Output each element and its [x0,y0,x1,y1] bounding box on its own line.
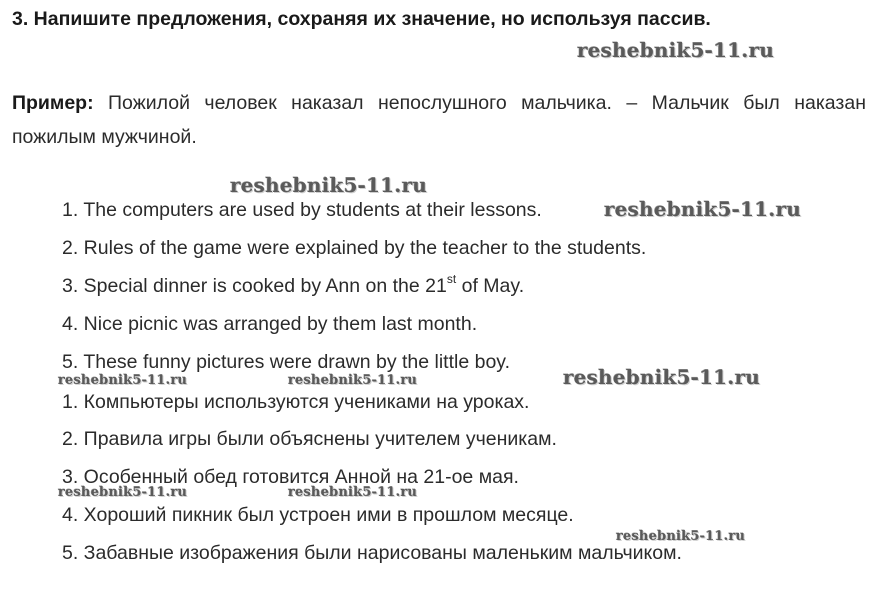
watermark: reshebnik5-11.ru [288,485,418,500]
english-answer-4: 4. Nice picnic was arranged by them last month. [62,313,478,335]
watermark: reshebnik5-11.ru [230,173,428,197]
english-answer-1: 1. The computers are used by students at their lessons. [62,199,542,221]
english-answer-3-end: of May. [456,275,525,297]
watermark: reshebnik5-11.ru [58,373,188,388]
english-answer-5: 5. These funny pictures were drawn by the little boy. [62,351,511,373]
russian-translation-3: 3. Особенный обед готовится Анной на 21-ое мая. [62,466,519,488]
english-answer-2: 2. Rules of the game were explained by the teacher to the students. [62,237,647,259]
watermark: reshebnik5-11.ru [563,365,761,389]
russian-translation-2: 2. Правила игры были объяснены учителем ученикам. [62,428,557,450]
russian-translation-5: 5. Забавные изображения были нарисованы маленьким мальчиком. [62,542,682,564]
task-heading: 3. Напишите предложения, сохраняя их значение, но используя пассив. [12,8,711,30]
watermark: reshebnik5-11.ru [604,197,802,221]
english-answer-3 [62,272,525,298]
watermark: reshebnik5-11.ru [58,485,188,500]
watermark: reshebnik5-11.ru [577,38,775,62]
example-paragraph [12,86,866,154]
watermark: reshebnik5-11.ru [288,373,418,388]
example-text: Пожилой человек наказал непослушного мальчика. – Мальчик был наказан пожилым мужчиной. [12,92,866,148]
watermark: reshebnik5-11.ru [616,529,746,544]
ordinal-suffix: st [446,272,457,286]
english-answer-3-main: 3. Special dinner is cooked by Ann on the 21 [62,275,447,297]
russian-translation-4: 4. Хороший пикник был устроен ими в прошлом месяце. [62,504,574,526]
example-label: Пример: [12,92,94,114]
russian-translation-1: 1. Компьютеры используются учениками на уроках. [62,391,530,413]
